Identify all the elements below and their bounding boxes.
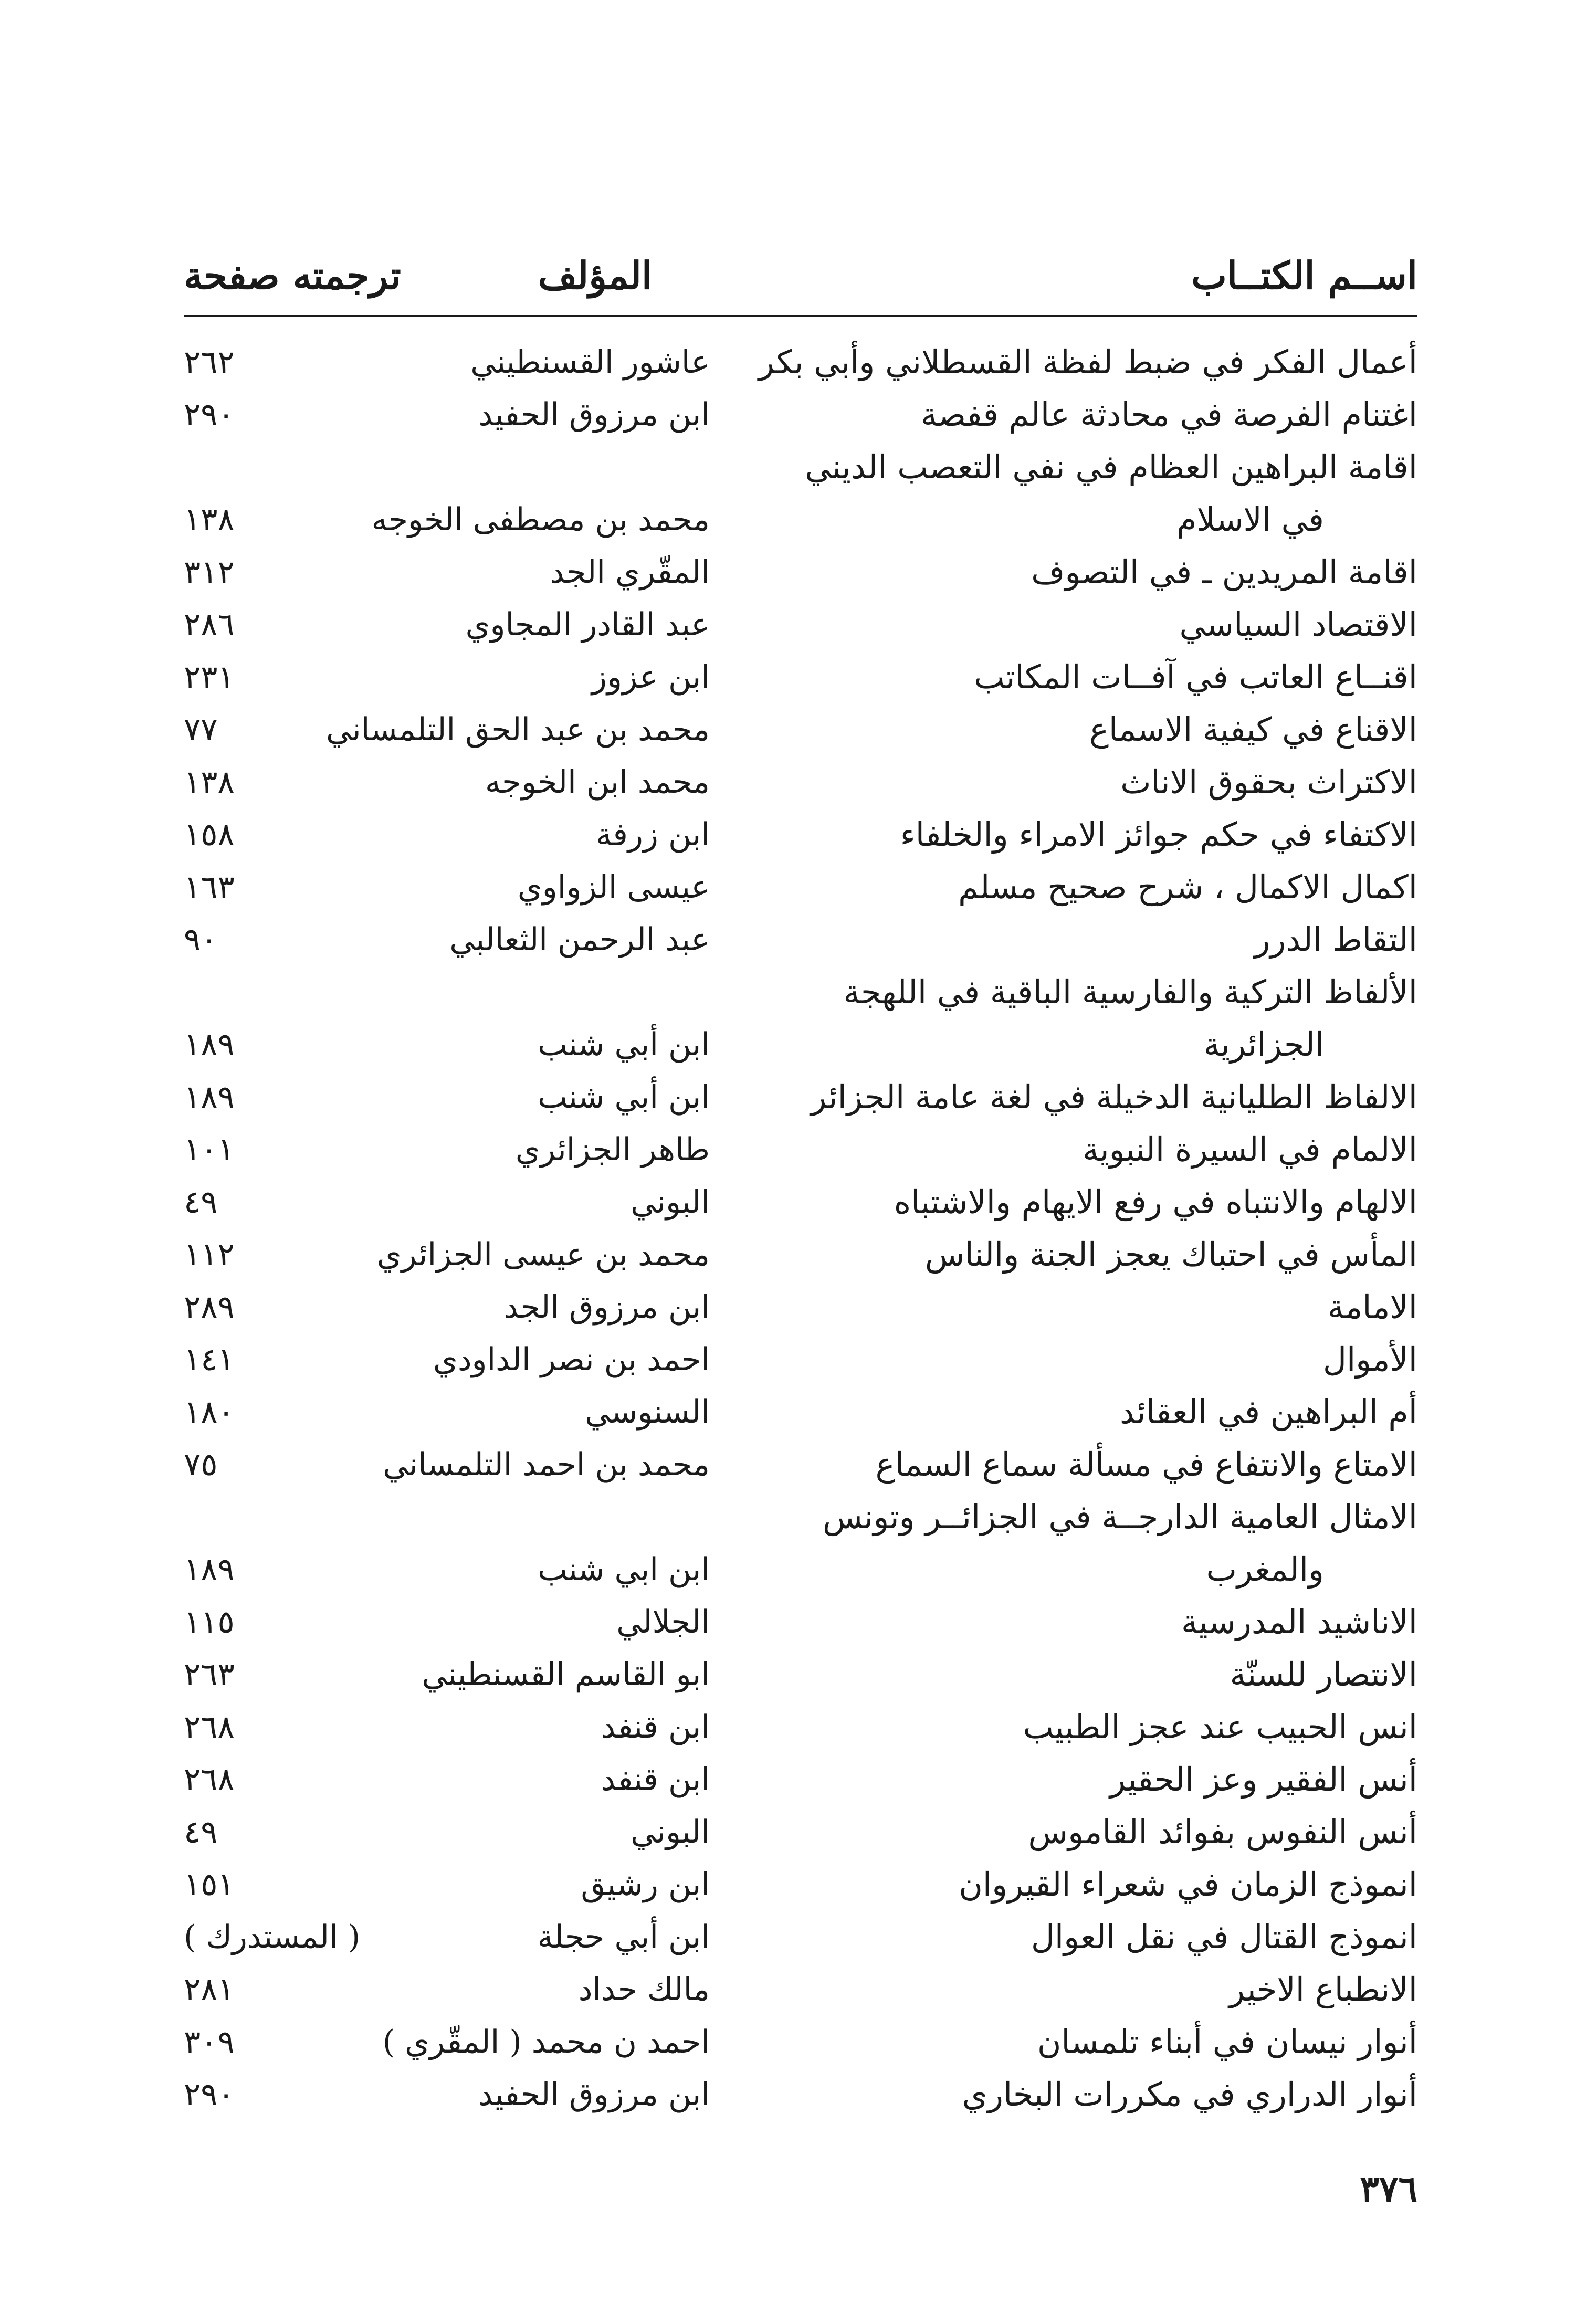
author-name: السنوسي bbox=[585, 1394, 710, 1431]
page-reference: ٣١٢ bbox=[184, 554, 235, 591]
page-reference: ٣٠٩ bbox=[184, 2024, 235, 2060]
author-name: ابن قنفد bbox=[601, 1709, 710, 1745]
author-name: عبد القادر المجاوي bbox=[465, 606, 710, 643]
page-reference: ١٨٩ bbox=[184, 1079, 235, 1116]
table-row bbox=[0, 598, 1576, 651]
author-name: الجلالي bbox=[616, 1604, 710, 1641]
page-reference: ٢٦٨ bbox=[184, 1709, 235, 1745]
book-title: أنوار الدراري في مكررات البخاري bbox=[962, 2075, 1417, 2113]
book-title: أنس الفقير وعز الحقير bbox=[1110, 1760, 1417, 1799]
table-row bbox=[0, 1071, 1576, 1123]
table-row bbox=[0, 1123, 1576, 1176]
table-row bbox=[0, 441, 1576, 493]
table-row bbox=[0, 1018, 1576, 1071]
author-name: احمد بن نصر الداودي bbox=[433, 1341, 710, 1378]
book-title: الاقتصاد السياسي bbox=[1179, 605, 1417, 644]
author-name: ابن أبي شنب bbox=[538, 1079, 710, 1116]
author-name: المقّري الجد bbox=[550, 554, 710, 591]
page-reference: ٢٩٠ bbox=[184, 2076, 235, 2113]
author-name: ابن أبي شنب bbox=[538, 1026, 710, 1063]
page-reference: ١٨٠ bbox=[184, 1394, 235, 1431]
author-name: ابن مرزوق الحفيد bbox=[478, 396, 710, 433]
book-title: انموذج القتال في نقل العوال bbox=[1031, 1918, 1417, 1956]
book-title: انس الحبيب عند عجز الطبيب bbox=[1023, 1708, 1417, 1746]
table-row bbox=[0, 808, 1576, 861]
table-row bbox=[0, 2016, 1576, 2068]
table-row bbox=[0, 1438, 1576, 1491]
table-row bbox=[0, 1386, 1576, 1438]
book-title: الامامة bbox=[1327, 1288, 1417, 1326]
book-title: الالفاظ الطليانية الدخيلة في لغة عامة الجزائر bbox=[811, 1078, 1417, 1116]
table-row bbox=[0, 1491, 1576, 1543]
author-name: محمد بن احمد التلمساني bbox=[383, 1446, 710, 1483]
page-reference: ٧٥ bbox=[184, 1446, 218, 1483]
page-reference: ٤٩ bbox=[184, 1814, 218, 1850]
author-name: احمد ن محمد ( المقّري ) bbox=[382, 2024, 710, 2060]
page-reference: ٢٦٨ bbox=[184, 1761, 235, 1798]
page-number: ٣٧٦ bbox=[1360, 2168, 1417, 2210]
author-column-header: المؤلف bbox=[538, 253, 652, 298]
book-title: أنوار نيسان في أبناء تلمسان bbox=[1037, 2023, 1417, 2061]
book-title: الالمام في السيرة النبوية bbox=[1083, 1130, 1417, 1169]
book-title: أعمال الفكر في ضبط لفظة القسطلاني وأبي بكر bbox=[758, 343, 1417, 381]
table-row bbox=[0, 861, 1576, 913]
page-reference: ١٦٣ bbox=[184, 869, 235, 906]
author-name: ابن زرفة bbox=[596, 816, 710, 853]
book-title: الأموال bbox=[1322, 1340, 1417, 1379]
book-title: اقامة البراهين العظام في نفي التعصب الديني bbox=[805, 448, 1417, 486]
author-name: طاهر الجزائري bbox=[515, 1131, 710, 1168]
table-row bbox=[0, 1281, 1576, 1333]
book-title: التقاط الدرر bbox=[1254, 920, 1417, 959]
book-title: اكمال الاكمال ، شرح صحيح مسلم bbox=[958, 868, 1417, 906]
page-reference: ١٥٨ bbox=[184, 816, 235, 853]
page-reference: ٧٧ bbox=[184, 711, 218, 748]
table-row bbox=[0, 703, 1576, 756]
page-reference: ٤٩ bbox=[184, 1184, 218, 1221]
table-row bbox=[0, 1858, 1576, 1911]
page-reference: ١٥١ bbox=[184, 1866, 235, 1903]
book-title: الالهام والانتباه في رفع الايهام والاشتباه bbox=[894, 1183, 1417, 1221]
table-row bbox=[0, 1701, 1576, 1753]
book-title: المأس في احتباك يعجز الجنة والناس bbox=[924, 1235, 1417, 1274]
column-header bbox=[0, 247, 1576, 304]
book-title: اقنــاع العاتب في آفــات المكاتب bbox=[974, 658, 1417, 696]
table-row bbox=[0, 966, 1576, 1018]
table-row bbox=[0, 1648, 1576, 1701]
book-title: الاناشيد المدرسية bbox=[1181, 1603, 1417, 1641]
book-title: اغتنام الفرصة في محادثة عالم قفصة bbox=[920, 395, 1417, 434]
entries-list bbox=[0, 336, 1576, 2121]
book-title: الامثال العامية الدارجــة في الجزائــر وتونس bbox=[823, 1498, 1417, 1536]
book-title: الألفاظ التركية والفارسية الباقية في اللهجة bbox=[843, 973, 1417, 1011]
author-name: مالك حداد bbox=[578, 1971, 710, 2008]
author-name: ابن ابي شنب bbox=[538, 1551, 710, 1588]
table-row bbox=[0, 1963, 1576, 2016]
author-name: عاشور القسنطيني bbox=[470, 344, 710, 381]
table-row bbox=[0, 1333, 1576, 1386]
table-row bbox=[0, 1753, 1576, 1806]
page-reference: ١٤١ bbox=[184, 1341, 235, 1378]
page-reference: ١٨٩ bbox=[184, 1026, 235, 1063]
book-title: انموذج الزمان في شعراء القيروان bbox=[959, 1865, 1417, 1904]
book-title: الانتصار للسنّة bbox=[1230, 1655, 1417, 1694]
book-title: الجزائرية bbox=[1203, 1025, 1324, 1064]
book-title: الامتاع والانتفاع في مسألة سماع السماع bbox=[875, 1445, 1417, 1484]
book-title: الانطباع الاخير bbox=[1229, 1970, 1417, 2008]
page-reference: ١٣٨ bbox=[184, 764, 235, 801]
book-title: أم البراهين في العقائد bbox=[1120, 1393, 1417, 1431]
author-name: عبد الرحمن الثعالبي bbox=[449, 921, 710, 958]
page-reference: ١٨٩ bbox=[184, 1551, 235, 1588]
table-row bbox=[0, 913, 1576, 966]
author-name: ابن مرزوق الحفيد bbox=[478, 2076, 710, 2113]
table-row bbox=[0, 2068, 1576, 2121]
page-column-header: ترجمته صفحة bbox=[184, 253, 401, 298]
author-name: ابو القاسم القسنطيني bbox=[422, 1656, 710, 1693]
table-row bbox=[0, 1596, 1576, 1648]
author-name: ابن أبي حجلة bbox=[537, 1919, 710, 1955]
author-name: عيسى الزواوي bbox=[517, 869, 710, 906]
table-row bbox=[0, 1176, 1576, 1228]
page-reference: ٢٨١ bbox=[184, 1971, 235, 2008]
table-row bbox=[0, 651, 1576, 703]
table-row bbox=[0, 546, 1576, 598]
author-name: ابن مرزوق الجد bbox=[503, 1289, 710, 1326]
table-row bbox=[0, 336, 1576, 388]
table-row bbox=[0, 1806, 1576, 1858]
table-row bbox=[0, 756, 1576, 808]
page-reference: ١١٥ bbox=[184, 1604, 235, 1641]
author-name: محمد بن عيسى الجزائري bbox=[376, 1236, 710, 1273]
page-reference: ٢٦٣ bbox=[184, 1656, 235, 1693]
table-row bbox=[0, 1228, 1576, 1281]
table-row bbox=[0, 388, 1576, 441]
book-title: الاكتراث بحقوق الاناث bbox=[1120, 763, 1417, 801]
header-rule bbox=[184, 315, 1417, 317]
author-name: البوني bbox=[631, 1814, 710, 1850]
table-row bbox=[0, 1543, 1576, 1596]
book-title: الاقناع في كيفية الاسماع bbox=[1089, 710, 1417, 749]
author-name: ابن قنفد bbox=[601, 1761, 710, 1798]
page-reference: ٢٨٦ bbox=[184, 606, 235, 643]
author-name: ابن رشيق bbox=[581, 1866, 710, 1903]
book-title: اقامة المريدين ـ في التصوف bbox=[1031, 553, 1417, 591]
page-reference: ١١٢ bbox=[184, 1236, 235, 1273]
page-reference: ٢٨٩ bbox=[184, 1289, 235, 1326]
book-title: الاكتفاء في حكم جوائز الامراء والخلفاء bbox=[900, 815, 1417, 854]
page-reference: ١٠١ bbox=[184, 1131, 235, 1168]
book-title: أنس النفوس بفوائد القاموس bbox=[1028, 1813, 1417, 1851]
page-reference: ( المستدرك ) bbox=[184, 1919, 361, 1955]
author-name: البوني bbox=[631, 1184, 710, 1221]
page-reference: ٩٠ bbox=[184, 921, 218, 958]
book-title: في الاسلام bbox=[1176, 500, 1324, 539]
page-reference: ٢٩٠ bbox=[184, 396, 235, 433]
table-row bbox=[0, 1911, 1576, 1963]
page-reference: ٢٦٢ bbox=[184, 344, 235, 381]
author-name: ابن عزوز bbox=[592, 659, 710, 696]
author-name: محمد ابن الخوجه bbox=[485, 764, 710, 801]
author-name: محمد بن مصطفى الخوجه bbox=[371, 501, 710, 538]
author-name: محمد بن عبد الحق التلمساني bbox=[326, 711, 710, 748]
table-row bbox=[0, 493, 1576, 546]
page-reference: ٢٣١ bbox=[184, 659, 235, 696]
page-reference: ١٣٨ bbox=[184, 501, 235, 538]
book-title: والمغرب bbox=[1206, 1550, 1324, 1589]
book-title-column-header: اســم الكتــاب bbox=[1191, 253, 1417, 298]
